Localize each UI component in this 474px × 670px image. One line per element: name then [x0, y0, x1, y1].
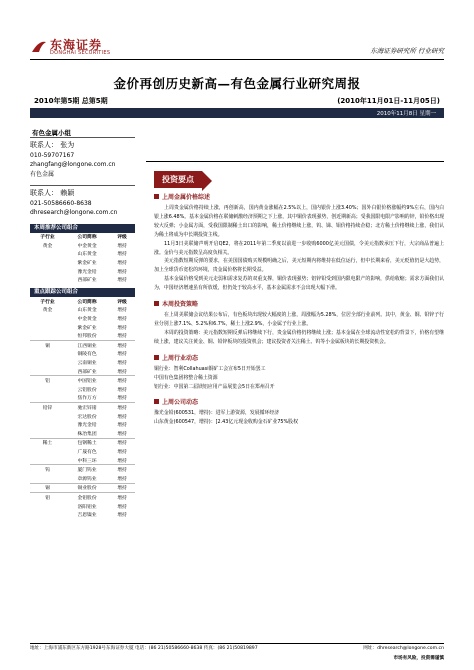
- table-cell: [30, 502, 65, 511]
- table-cell: 锡业股份: [65, 483, 109, 493]
- table-cell: 增持: [109, 341, 135, 350]
- analyst-line: 021-50586660-8638: [30, 199, 92, 207]
- section-line: 豫光金铅(600531，增持)：进军上游资源，发展循环经济: [154, 410, 280, 417]
- section-paragraph: 上周贵金属价格持续上涨，再创新高，国内黄金涨幅在2.5%以上，国内银价上涨3.40%；国外白银价格涨幅约9%左右，国内白银上涨6.48%。基本金属价格在联储刺激经济预期之下上涨，其中铜价表现强势，创近期新高；受我国限电限产影响的锌，铅价格出现较大反弹；小金属方面，受我国限制稀土出口的影响，稀土价格继续上涨，钨、锑、钼价格持续企稳；北方稀土价格继续上涨，我们认为稀土将成为中长期投资主线。: [154, 205, 444, 238]
- table-cell: 章源钨业: [77, 476, 97, 482]
- table-cell: [30, 275, 65, 284]
- issue-number: 2010年第5期 总第5期: [34, 97, 108, 105]
- table-cell: 西部矿业: [77, 278, 97, 284]
- table-cell: 豫光金铅: [77, 423, 97, 429]
- table-row: [30, 456, 135, 465]
- section-line: 铜行业：智利Collahuasi铜矿工会宣布5日开始罢工: [154, 365, 266, 372]
- table-cell: [30, 456, 65, 465]
- table-cell: 增持: [109, 376, 135, 385]
- table-row: [30, 502, 135, 511]
- table-cell: 增持: [117, 317, 127, 323]
- analyst-line: 联系人： 赖颖: [30, 189, 75, 197]
- table-cell: 增持: [109, 493, 135, 502]
- table-cell: [30, 367, 65, 376]
- table-cell: [30, 358, 65, 367]
- table-cell: 钨: [30, 465, 65, 474]
- table-row: [30, 403, 135, 412]
- table-cell: 西部矿业: [77, 369, 97, 375]
- table-cell: 稀土: [30, 438, 65, 447]
- table-row: [30, 447, 135, 456]
- analyst-line: 有色金属: [30, 170, 55, 178]
- table-row: [30, 306, 135, 315]
- table-cell: 增持: [117, 325, 127, 331]
- table-cell: 增持: [117, 431, 127, 437]
- analyst-list: [30, 137, 135, 218]
- sections: [146, 192, 444, 427]
- table-cell: 增持: [117, 369, 127, 375]
- table-cell: 增持: [117, 243, 127, 249]
- table-row: [30, 241, 135, 250]
- analyst-card: [30, 137, 135, 179]
- table-cell: 株冶集团: [77, 431, 97, 437]
- table-cell: 铜: [30, 341, 65, 350]
- table-cell: [30, 412, 65, 421]
- footer-address: 地址：上海市浦东新区东方路1928号东海证券大厦 电话：(86 21)50586660-8638 传真：(86 21)50819897: [30, 646, 258, 651]
- table-row: [30, 438, 135, 447]
- table-cell: 增持: [109, 465, 135, 474]
- table-cell: [30, 258, 65, 267]
- table-cell: 增持: [117, 308, 127, 314]
- table-row: [30, 483, 135, 493]
- header-divider: [30, 59, 444, 60]
- table-cell: 增持: [117, 423, 127, 429]
- table-cell: 驰宏锌锗: [65, 403, 109, 412]
- table-cell: 宏达股份: [77, 414, 97, 420]
- table-cell: 中科三环: [77, 458, 97, 464]
- report-title: 金价再创历史新高—有色金属行业研究周报: [113, 76, 361, 91]
- table-cell: [30, 350, 65, 359]
- table-cell: [30, 250, 65, 259]
- recommended-table-title: 本周推荐公司组合: [30, 224, 135, 233]
- footer-disclaimer: 市场有风险，投资需谨慎: [393, 656, 444, 661]
- section-paragraph: 基本金属价格受到美元走弱和需求复苏的双重支撑，铜价表现强势；铝锌铅受到国内限电限产的影响，供给收缩；需求方面我们认为，中国经济增速虽有所放缓，但仍处于较高水平，基本金属需求不会出现大幅下滑。: [154, 276, 444, 292]
- table-cell: [30, 429, 65, 438]
- table-cell: 铜陵有色: [77, 352, 97, 358]
- table-cell: 紫金矿业: [77, 261, 97, 267]
- table-cell: [30, 331, 65, 340]
- table-row: [30, 314, 135, 323]
- table-cell: 中金黄金: [77, 317, 97, 323]
- section-title: [154, 192, 444, 201]
- table-cell: 增持: [117, 334, 127, 340]
- table-cell: 钼: [30, 493, 65, 502]
- date-range: (2010年11月01日-11月05日): [337, 97, 440, 105]
- company-logo: [30, 36, 130, 58]
- table-cell: 吉恩镍业: [77, 513, 97, 519]
- section-paragraph: 美元指数短期反弹的要求，在美国国债购买规模明确之后，美元短期内将维持在低位运行，但中长期来看，美元贬值仍是大趋势，加上全球货币宽松的环境，贵金属价格将长期受益。: [154, 258, 444, 274]
- table-cell: 增持: [117, 278, 127, 284]
- section-title-text: 上周公司动态: [162, 399, 199, 407]
- section-line: 山东黄金(600547，增持)：[2.43亿元现金收购金石矿业75%股权: [154, 419, 298, 426]
- table-row: [30, 510, 135, 519]
- bullet-square-icon: [154, 194, 159, 199]
- section-title-text: 上周金属价格综述: [162, 194, 211, 201]
- table-cell: 中国铝业: [65, 376, 109, 385]
- bullet-square-icon: [154, 399, 159, 404]
- tracking-table: [30, 297, 135, 519]
- analyst-line: zhangfang@longone.com.cn: [30, 161, 116, 168]
- section-line: 中国有色集团将整合稀土资源: [154, 374, 218, 381]
- table-cell: 增持: [117, 414, 127, 420]
- date-bar: [30, 108, 444, 118]
- analyst-card: [30, 185, 135, 218]
- table-row: [30, 341, 135, 350]
- table-row: [30, 258, 135, 267]
- table-cell: [30, 267, 65, 276]
- table-cell: 增持: [117, 352, 127, 358]
- main-content: [146, 137, 444, 427]
- table-header: 子行业: [40, 235, 55, 241]
- table-row: [30, 250, 135, 259]
- table-cell: 增持: [117, 261, 127, 267]
- table-row: [30, 358, 135, 367]
- key-points-tab: 投资要点: [154, 171, 202, 188]
- table-row: [30, 367, 135, 376]
- table-cell: [30, 510, 65, 519]
- table-cell: [30, 323, 65, 332]
- table-row: [30, 323, 135, 332]
- table-cell: 增持: [117, 458, 127, 464]
- table-cell: 增持: [117, 504, 127, 510]
- logo-mark-icon: [30, 38, 48, 56]
- table-cell: 金钼股份: [65, 493, 109, 502]
- table-cell: [30, 447, 65, 456]
- table-cell: 增持: [109, 438, 135, 447]
- bullet-square-icon: [154, 355, 159, 360]
- table-cell: 山东黄金: [77, 252, 97, 258]
- table-cell: 洛阳钼业: [77, 504, 97, 510]
- table-row: [30, 429, 135, 438]
- table-cell: 黄金: [42, 243, 53, 249]
- tab-divider: [146, 161, 444, 162]
- table-row: [30, 493, 135, 502]
- section-paragraph: 在上周美联储会议结果公布后，有色板块出现较大幅度的上涨，周涨幅为5.28%，位居全部行业前列。其中，黄金、铜、铅锌子行业分别上涨7.1%、5.2%和6.7%，稀土上涨2.9%，小金属子行业上涨。: [154, 312, 444, 327]
- section-title: [154, 397, 444, 406]
- footer-divider: [30, 643, 444, 644]
- table-row: [30, 376, 135, 385]
- table-row: [30, 412, 135, 421]
- section-title: [154, 299, 444, 308]
- table-cell: 中金黄金: [77, 243, 97, 249]
- table-cell: 包钢稀土: [65, 438, 109, 447]
- section-paragraph: 本周的投资策略：美元指数短期反弹后将继续下行，贵金属价格仍将继续上涨；基本金属在全球流动性宽松的背景下，价格有望继续上涨，建议关注黄金、铜、铅锌板块的投资机会；建议投资者关注稀土、钨等小金属板块的长期投资机会。: [154, 329, 444, 345]
- footer-contact: 网址：dhresearch@longone.com.cn: [363, 646, 444, 651]
- table-cell: 恒邦股份: [77, 334, 97, 340]
- logo-text-en: DONGHAI SECURITIES: [50, 50, 111, 56]
- table-row: [30, 465, 135, 474]
- table-cell: 焦作万方: [77, 396, 97, 402]
- analyst-line: 联系人： 张为: [30, 141, 75, 149]
- table-header: 公司简称: [77, 299, 97, 305]
- table-row: [30, 275, 135, 284]
- section-paragraph: 11月3日美联储声明开启QE2，将在2011年第二季度以前进一步收购6000亿美元国债，令美元指数承压下行，大宗商品普遍上涨。金价与美元指数呈高度负相关。: [154, 240, 444, 256]
- tracking-table-title: 重点跟踪公司组合: [30, 288, 135, 297]
- table-cell: 增持: [117, 269, 127, 275]
- table-cell: 增持: [117, 513, 127, 519]
- section-line: 铝行业：中国第二届镁铝应用产品展览会5日在郑州召开: [154, 383, 275, 390]
- table-cell: 云南铜业: [77, 361, 97, 367]
- table-cell: 增持: [117, 252, 127, 258]
- table-cell: 紫金矿业: [77, 325, 97, 331]
- table-header: 公司简称: [77, 235, 97, 241]
- table-cell: 增持: [117, 449, 127, 455]
- logo-text-cn: 东海证券: [50, 38, 103, 52]
- table-row: [30, 267, 135, 276]
- table-row: [30, 385, 135, 394]
- bullet-square-icon: [154, 301, 159, 306]
- team-name: 有色金属小组: [32, 129, 71, 137]
- table-cell: 增持: [109, 483, 135, 493]
- table-row: [30, 474, 135, 483]
- table-row: [30, 394, 135, 403]
- table-cell: 云铝股份: [77, 387, 97, 393]
- section-title: [154, 353, 444, 362]
- section-title-text: 上周行业动态: [162, 354, 199, 362]
- header-category: 东海证券研究所 行业研究: [370, 47, 444, 55]
- analyst-line: dhresearch@longone.com.cn: [30, 209, 118, 216]
- table-cell: 山东黄金: [77, 308, 97, 314]
- table-row: [30, 350, 135, 359]
- table-cell: [30, 385, 65, 394]
- table-cell: 广晟有色: [77, 449, 97, 455]
- table-cell: [30, 474, 65, 483]
- table-cell: [30, 420, 65, 429]
- analyst-line: 010-59707167: [30, 151, 75, 159]
- table-cell: [30, 394, 65, 403]
- table-cell: 铝: [30, 376, 65, 385]
- table-header: 子行业: [40, 299, 55, 305]
- table-header: 评级: [117, 235, 127, 241]
- table-cell: 江西铜业: [65, 341, 109, 350]
- table-cell: 锡: [30, 483, 65, 493]
- table-cell: 增持: [117, 387, 127, 393]
- table-cell: 增持: [117, 476, 127, 482]
- table-header: 评级: [117, 299, 127, 305]
- recommended-table: [30, 233, 135, 285]
- left-sidebar: [30, 137, 135, 519]
- table-cell: 铅锌: [30, 403, 65, 412]
- table-cell: 增持: [117, 361, 127, 367]
- table-cell: [30, 314, 65, 323]
- table-row: [30, 420, 135, 429]
- section-title-text: 本周投资策略: [162, 301, 199, 309]
- table-cell: 豫光金铅: [77, 269, 97, 275]
- table-cell: 黄金: [42, 308, 53, 314]
- publish-date: 2010年11月8日 星期一: [376, 111, 436, 117]
- table-cell: 增持: [109, 403, 135, 412]
- table-row: [30, 331, 135, 340]
- table-cell: 厦门钨业: [65, 465, 109, 474]
- table-cell: 增持: [117, 396, 127, 402]
